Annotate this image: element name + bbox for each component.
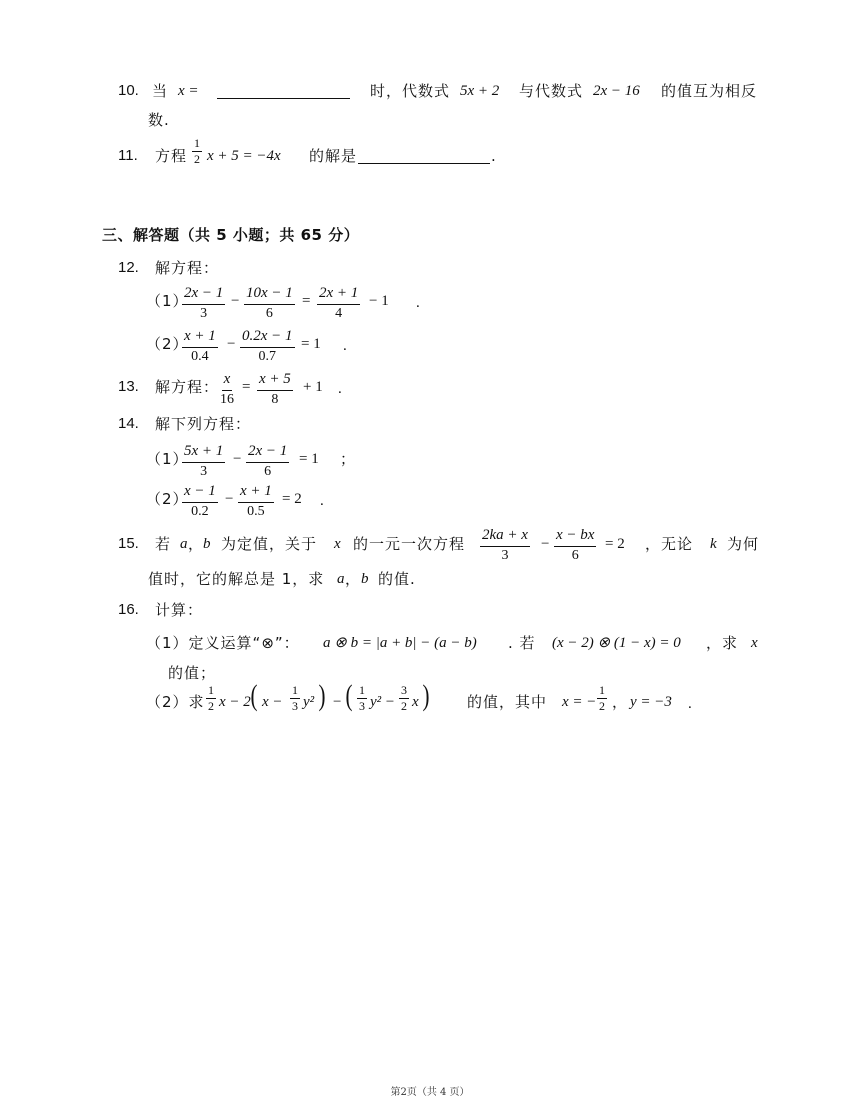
q15-comma-1: ， (188, 535, 205, 553)
q16-p2-third2-num: 1 (359, 683, 365, 697)
q15-text-4: ，无论 (645, 535, 694, 553)
q11-fraction (192, 137, 202, 166)
q16-p2-frac-third-1 (290, 684, 300, 713)
q13-number: 13. (118, 378, 139, 395)
q12-p2-f1-num: x + 1 (182, 326, 218, 348)
q16-p2-paren-close-1: ) (318, 679, 326, 712)
q16-p2-frac-x-value (597, 684, 607, 713)
q11-text-2: 的解是 (309, 147, 358, 165)
q15-line-2: 值时，它的解总是 1，求 (148, 570, 325, 588)
q16-p2-y-squared-1: y² (303, 694, 315, 710)
q15-frac-1 (480, 525, 530, 564)
q14-p1-f2-den: 6 (264, 464, 272, 479)
q16-p2-third1-den: 3 (292, 699, 298, 713)
q14-p1-frac-2 (246, 441, 289, 480)
q12-p1-f1-den: 3 (200, 306, 208, 321)
q16-p2-paren-open-1: ( (250, 679, 258, 712)
section-3-title: 三、解答题（共 5 小题；共 65 分） (102, 226, 360, 244)
q16-p2-xv-den: 2 (599, 699, 605, 713)
q11-text-1: 方程 (155, 147, 188, 165)
q15-frac-2 (554, 525, 596, 564)
q14-p1-label: （1） (146, 450, 189, 468)
q16-p2-minus: − (333, 694, 342, 710)
q14-p2-f2-num: x + 1 (238, 481, 274, 503)
q13-f2-den: 8 (271, 392, 279, 407)
q10-text-2: 时，代数式 (370, 82, 451, 100)
q14-p2-f1-den: 0.2 (191, 504, 209, 519)
q16-p2-y-squared-2: y² − (370, 694, 396, 710)
q16-number: 16. (118, 601, 139, 618)
q16-p2-frac-third-2 (357, 684, 367, 713)
page-footer: 第2页（共 4 页） (390, 1087, 470, 1098)
q10-text-1: 当 (152, 82, 169, 100)
q14-p1-f2-num: 2x − 1 (246, 441, 289, 463)
q15-text-1: 若 (155, 535, 172, 553)
q16-p2-term-2: x − (262, 694, 283, 710)
q16-p2-paren-open-2: ( (345, 679, 353, 712)
q12-p2-end: . (343, 338, 347, 354)
q12-p1-tail: − 1 (369, 293, 389, 309)
q16-p2-third2-den: 3 (359, 699, 365, 713)
q13-label: 解方程： (155, 378, 220, 396)
q13-f1-den: 16 (220, 392, 234, 407)
q16-p2-term-1: x − 2 (219, 694, 251, 710)
q16-p2-separator: ， (612, 693, 629, 711)
q16-p2-y-value: y = −3 (630, 694, 672, 710)
q16-p1-condition: (x − 2) ⊗ (1 − x) = 0 (552, 635, 681, 651)
q12-p1-frac-2 (244, 283, 295, 322)
q15-f2-den: 6 (571, 548, 579, 563)
q15-number: 15. (118, 535, 139, 552)
q10-expr-2: 2x − 16 (593, 83, 640, 99)
q12-p1-minus: − (231, 293, 240, 309)
q13-f1-num: x (222, 369, 233, 391)
q15-text-5: 为何 (727, 535, 760, 553)
q14-p2-f2-den: 0.5 (247, 504, 265, 519)
q15-var-x: x (334, 536, 341, 552)
q16-p1-label: （1）定义运算“⊗”： (146, 634, 300, 652)
q15-f1-num: 2ka + x (480, 525, 530, 547)
q10-answer-blank (217, 98, 350, 99)
q16-p1-text-2: ，求 (706, 634, 739, 652)
q12-p2-tail: = 1 (301, 336, 321, 352)
q16-p2-third1-num: 1 (292, 683, 298, 697)
q15-text-2: 为定值，关于 (221, 535, 318, 553)
q14-p1-f1-den: 3 (200, 464, 208, 479)
q10-expr-1: 5x + 2 (460, 83, 500, 99)
q12-p2-minus: − (227, 336, 236, 352)
q14-p1-minus: − (233, 451, 242, 467)
q16-p2-label: （2）求 (146, 693, 205, 711)
q14-p1-f1-num: 5x + 1 (182, 441, 225, 463)
q16-p2-paren-close-2: ) (422, 679, 430, 712)
q12-p2-f1-den: 0.4 (191, 349, 209, 364)
q13-frac-2 (257, 369, 293, 408)
q12-label: 解方程： (155, 259, 220, 277)
q11-frac-den: 2 (194, 152, 200, 166)
q12-p1-f3-num: 2x + 1 (317, 283, 360, 305)
q16-p2-xv-num: 1 (599, 683, 605, 697)
q13-f2-num: x + 5 (257, 369, 293, 391)
q15-tail: = 2 (605, 536, 625, 552)
q15-comma-2: ， (345, 570, 362, 588)
q16-label: 计算： (155, 601, 204, 619)
q11-answer-blank (358, 163, 490, 164)
q12-p1-f3-den: 4 (335, 306, 343, 321)
q14-p2-f1-num: x − 1 (182, 481, 218, 503)
q10-x-eq: x = (178, 83, 199, 99)
q16-p1-text-1: . 若 (508, 634, 536, 652)
q14-p1-end: ； (340, 450, 357, 468)
q15-var-b: b (203, 536, 211, 552)
q14-p1-tail: = 1 (299, 451, 319, 467)
q14-label: 解下列方程： (155, 415, 252, 433)
q11-period: . (491, 147, 497, 165)
q13-equals: = (242, 379, 251, 395)
q10-number: 10. (118, 82, 139, 99)
q11-equation: x + 5 = −4x (207, 148, 281, 164)
q12-p2-frac-1 (182, 326, 218, 365)
q16-p2-half-den: 2 (208, 699, 214, 713)
q16-p2-x-value: x = − (562, 694, 597, 710)
q12-p2-f2-num: 0.2x − 1 (240, 326, 295, 348)
q16-p2-threehalves-den: 2 (401, 699, 407, 713)
q14-p2-label: （2） (146, 490, 189, 508)
q14-p2-minus: − (225, 491, 234, 507)
q10-text-3: 与代数式 (519, 82, 584, 100)
q16-p1-line-2: 的值； (168, 664, 217, 682)
q14-p1-frac-1 (182, 441, 225, 480)
q15-text-3: 的一元一次方程 (353, 535, 466, 553)
q12-p1-end: . (416, 295, 420, 311)
q16-p2-frac-three-halves (399, 684, 409, 713)
q15-var-b-2: b (361, 571, 369, 587)
q15-f2-num: x − bx (554, 525, 596, 547)
q12-p1-label: （1） (146, 292, 189, 310)
q16-p2-end: . (688, 696, 692, 712)
q12-p2-frac-2 (240, 326, 295, 365)
q15-text-6: 的值. (378, 570, 416, 588)
q16-p2-half-num: 1 (208, 683, 214, 697)
q16-p2-frac-half (206, 684, 216, 713)
q11-frac-num: 1 (194, 136, 200, 150)
q12-p1-f2-den: 6 (265, 306, 273, 321)
q13-tail: + 1 (303, 379, 323, 395)
q16-p1-definition: a ⊗ b = |a + b| − (a − b) (323, 635, 477, 651)
q15-var-a-2: a (337, 571, 345, 587)
q16-p1-var-x: x (751, 635, 758, 651)
q11-number: 11. (118, 147, 138, 164)
q12-p2-label: （2） (146, 335, 189, 353)
q12-p1-equals: = (302, 293, 311, 309)
q15-minus: − (541, 536, 550, 552)
q14-p2-end: . (320, 493, 324, 509)
q15-var-a: a (180, 536, 188, 552)
q12-number: 12. (118, 259, 139, 276)
q12-p1-frac-3 (317, 283, 360, 322)
q14-p2-frac-1 (182, 481, 218, 520)
q14-number: 14. (118, 415, 139, 432)
q10-text-4: 的值互为相反 (661, 82, 758, 100)
q16-p2-threehalves-num: 3 (401, 683, 407, 697)
q16-p2-x-end: x (412, 694, 419, 710)
q15-f1-den: 3 (501, 548, 509, 563)
q12-p2-f2-den: 0.7 (258, 349, 277, 364)
q12-p1-frac-1 (182, 283, 225, 322)
q13-frac-1 (218, 369, 236, 408)
q12-p1-f2-num: 10x − 1 (244, 283, 295, 305)
q14-p2-frac-2 (238, 481, 274, 520)
q16-p2-text-1: 的值，其中 (467, 693, 548, 711)
q15-var-k: k (710, 536, 717, 552)
q12-p1-f1-num: 2x − 1 (182, 283, 225, 305)
q13-end: . (338, 381, 342, 397)
q10-text-5: 数. (148, 111, 170, 129)
q14-p2-tail: = 2 (282, 491, 302, 507)
